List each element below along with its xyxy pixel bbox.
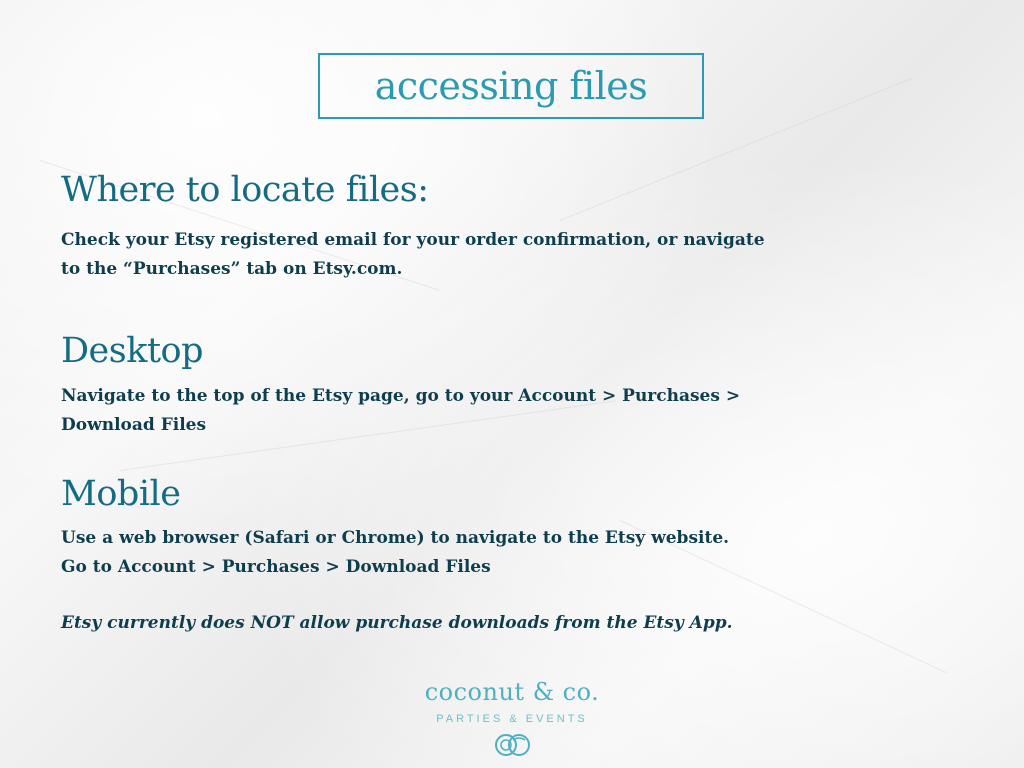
body-line: to the “Purchases” tab on Etsy.com. (61, 259, 403, 279)
title-box (318, 53, 704, 119)
section-body-mobile (61, 524, 729, 582)
app-download-note: Etsy currently does NOT allow purchase downloads from the Etsy App. (61, 613, 733, 633)
brand-name: coconut & co. (424, 678, 600, 706)
body-line: Download Files (61, 415, 207, 435)
section-heading-mobile: Mobile (61, 474, 181, 514)
body-line: Go to Account > Purchases > Download Files (61, 557, 491, 577)
section-heading-locate: Where to locate files: (61, 170, 429, 210)
section-heading-desktop: Desktop (61, 331, 203, 371)
coconut-logo-icon (492, 732, 532, 758)
section-body-locate (61, 226, 765, 284)
body-line: Use a web browser (Safari or Chrome) to navigate to the Etsy website. (61, 528, 730, 548)
body-line: Check your Etsy registered email for your order confirmation, or navigate (61, 230, 765, 250)
brand-tagline: PARTIES & EVENTS (436, 713, 588, 725)
body-line: Navigate to the top of the Etsy page, go to your Account > Purchases > (61, 386, 741, 406)
section-body-desktop (61, 382, 740, 440)
page-title: accessing files (374, 64, 648, 108)
